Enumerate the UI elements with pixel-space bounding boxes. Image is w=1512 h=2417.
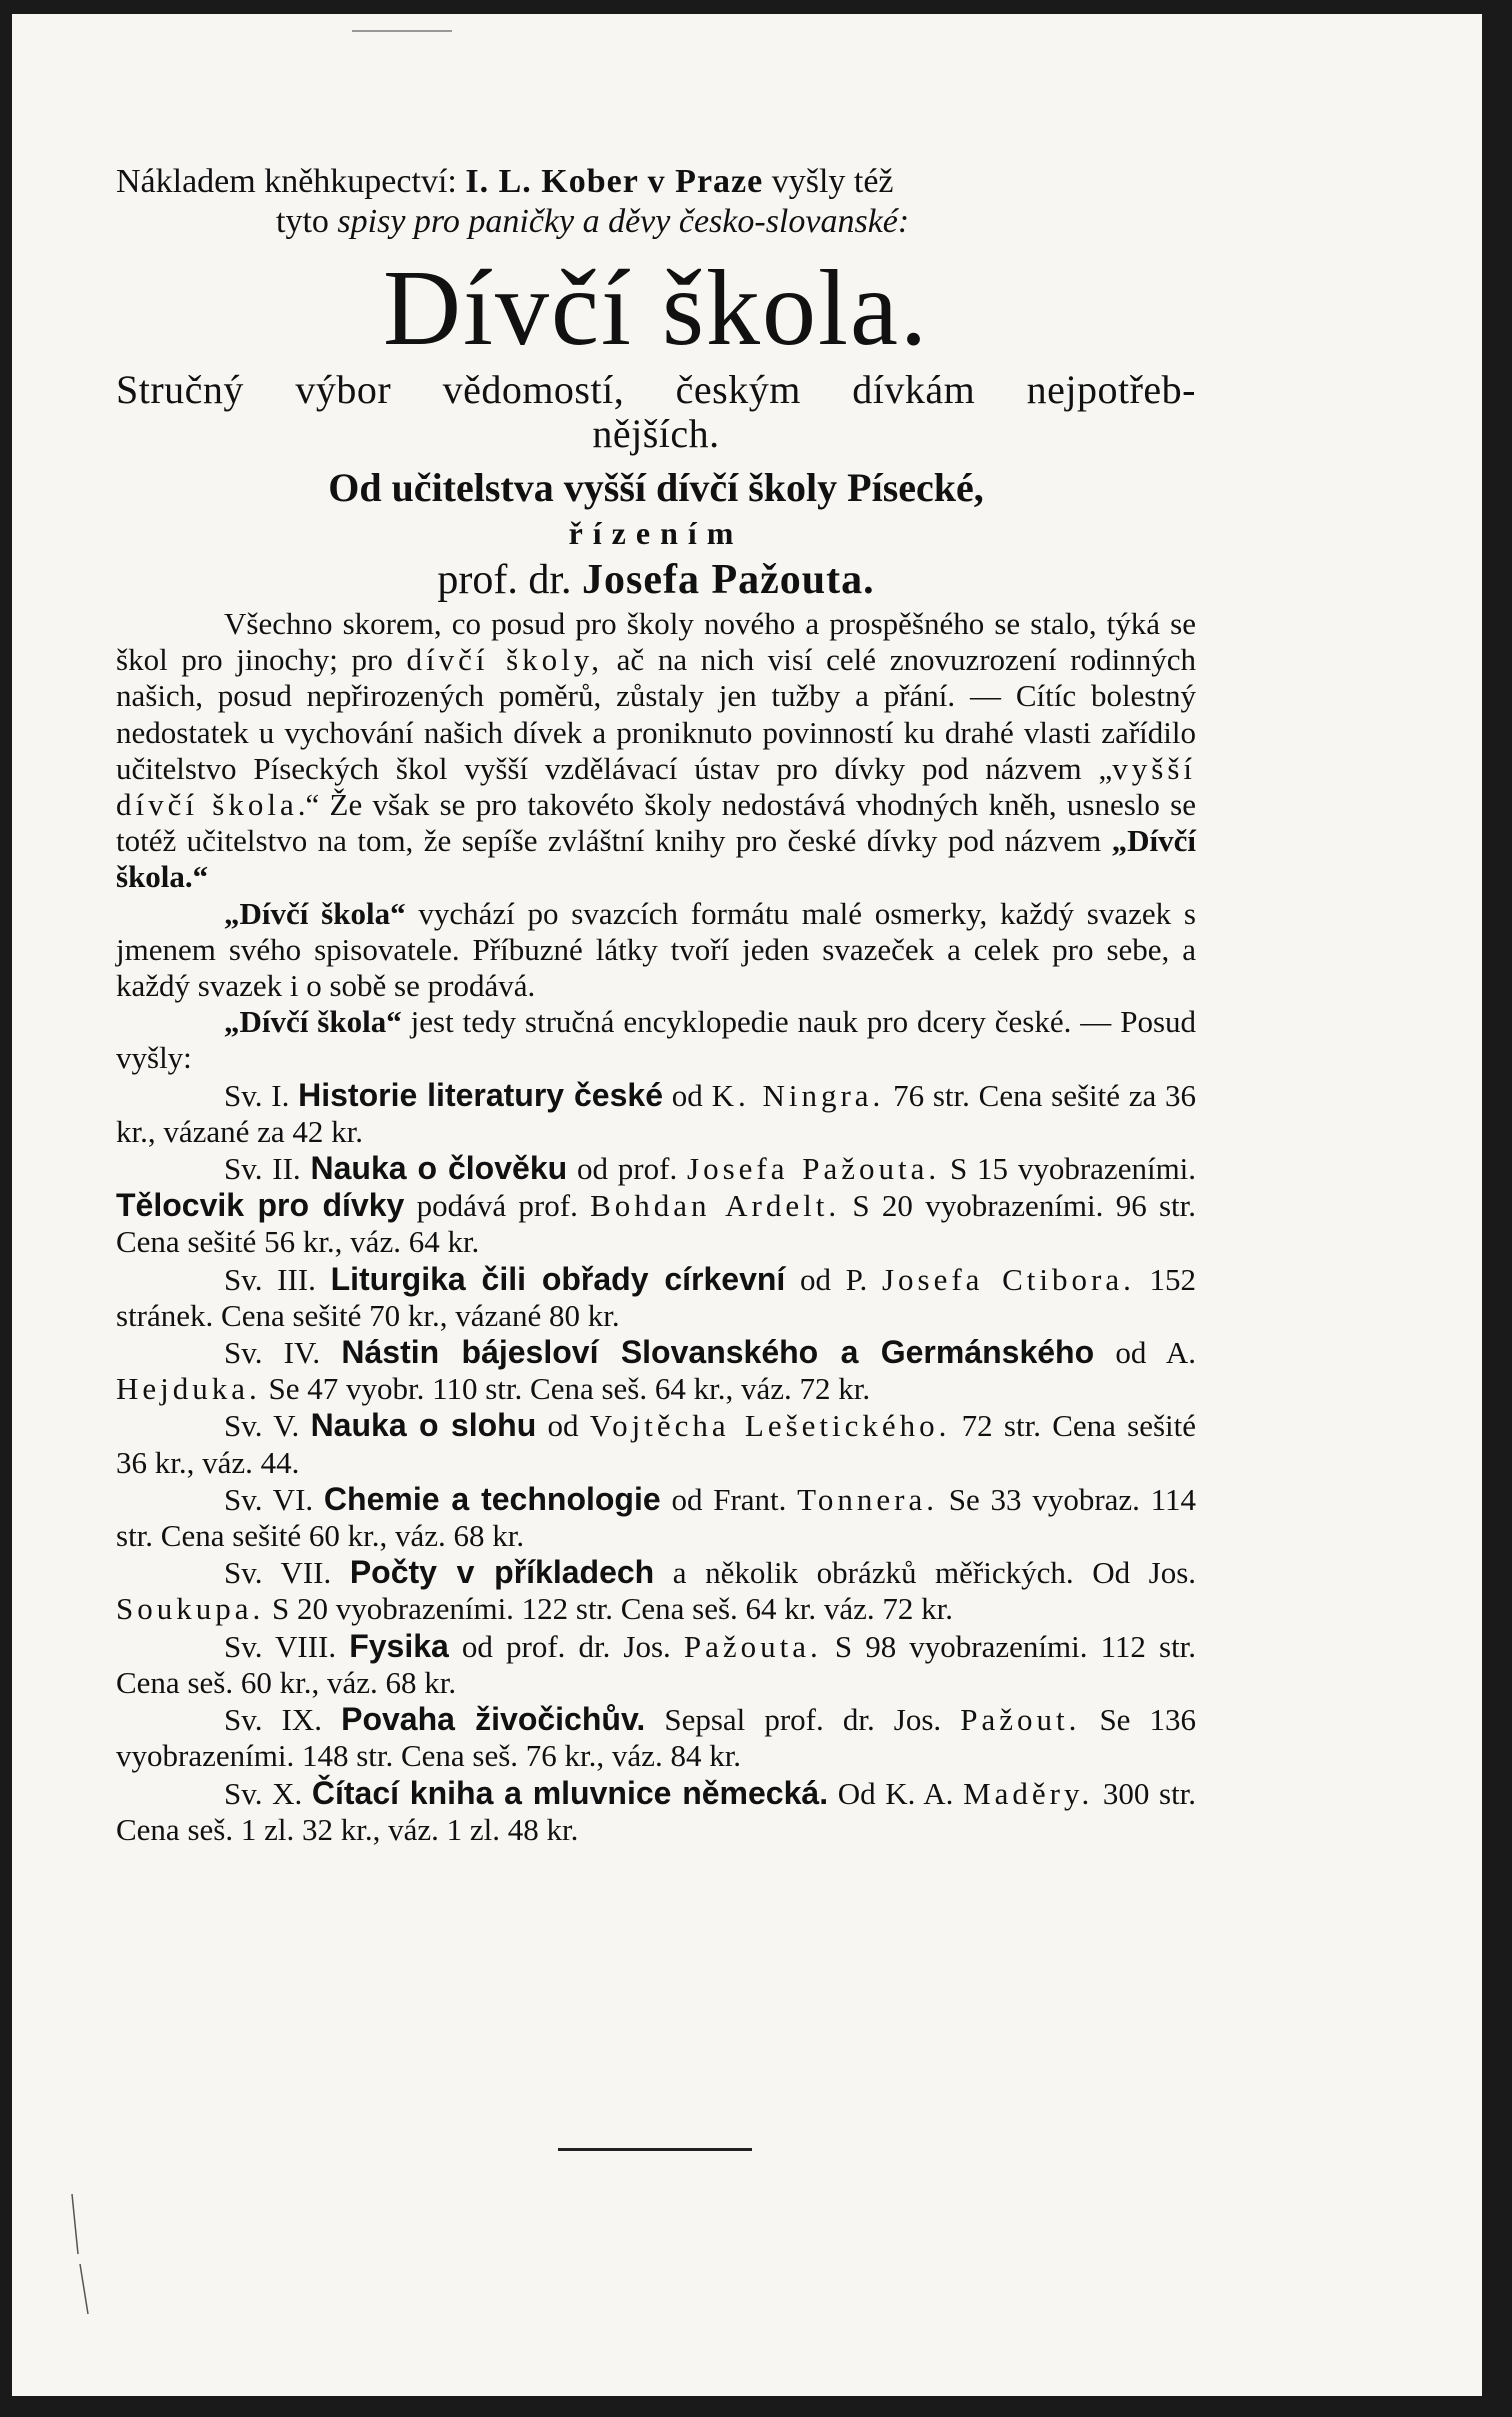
volume-details-2: S 20 vyobrazeními. 96 str. Cena sešité 56 kr., váz. 64 kr. <box>116 1188 1197 1260</box>
subtitle-line-2: nějších. <box>592 411 720 456</box>
volume-author: Vojtěcha Lešetického. <box>589 1408 951 1444</box>
volume-number: Sv. IX. <box>224 1702 323 1738</box>
closing-rule <box>558 2148 752 2151</box>
volume-author: Josefa Pažouta. <box>687 1151 941 1187</box>
p3-text: jest tedy stručná encyklopedie nauk pro dcery české. — Posud vyšly: <box>116 1004 1197 1076</box>
volume-details: 152 stránek. Cena sešité 70 kr., vázané 80 kr. <box>116 1261 1197 1333</box>
volume-title: Chemie a technologie <box>323 1480 661 1517</box>
volume-number: Sv. III. <box>224 1261 316 1297</box>
p1-text-a: Všechno skorem, co posud pro školy nového a prospěšného se stalo, týká se škol pro jinochy; pro <box>116 606 1196 678</box>
paragraph-1 <box>116 606 1196 896</box>
volume-title-2: Tělocvik pro dívky <box>116 1187 405 1224</box>
volume-entry <box>116 1150 1196 1261</box>
volume-number: Sv. VIII. <box>224 1628 337 1664</box>
series-subtitle <box>116 368 1196 456</box>
volume-details: 76 str. Cena sešité za 36 kr., vázané za 42 kr. <box>116 1077 1197 1149</box>
scan-edge-line <box>352 30 452 32</box>
volume-entry <box>116 1701 1196 1774</box>
rizenim-line: řízením <box>568 515 744 551</box>
p1-text-c: .“ Že však se pro takovéto školy nedostává vhodných kněh, usneslo se totéž učitelstvo na tom, že sepíše zvláštní knihy pro české dívky pod názvem <box>116 787 1196 859</box>
p1-bold-c: „Dívčí škola.“ <box>116 823 1196 895</box>
p1-text-b: ač na nich visí celé znovuzrození rodinných našich, posud nepřirozených poměrů, zůstaly jen tužby a přání. — Cítíc bolestný nedostatek u vychování našich dívek a proniknuto povinností ku drahé vlasti zařídilo učitelstvo Píseckých škol vyšší vzdělávací ústav pro dívky pod názvem „ <box>116 642 1197 786</box>
scanned-page <box>12 14 1482 2396</box>
volume-entry <box>116 1554 1196 1627</box>
editor-name: Josefa Pažouta. <box>582 557 875 603</box>
intro-line2-italic: spisy pro paničky a děvy česko-slovanské: <box>337 203 910 240</box>
volume-author: Pažouta. <box>683 1628 822 1664</box>
p1-spaced-b: vyšší dívčí škola <box>116 750 1196 823</box>
volume-author: Maděry. <box>963 1775 1094 1811</box>
intro-prefix: Nákladem kněhkupectví: <box>116 163 457 200</box>
volume-pre: od P. <box>800 1261 868 1297</box>
publisher-name: I. L. Kober v Praze <box>465 163 764 200</box>
volume-details: Se 136 vyobrazeními. 148 str. Cena seš. 76 kr., váz. 84 kr. <box>116 1702 1197 1774</box>
volume-pre: od prof. dr. Jos. <box>461 1628 671 1664</box>
volume-details: 72 str. Cena sešité 36 kr., váz. 44. <box>116 1408 1197 1480</box>
editor-line <box>116 554 1196 606</box>
paragraph-2 <box>116 896 1196 1005</box>
volume-title: Nauka o člověku <box>310 1150 568 1187</box>
subtitle-line-1: Stručný výbor vědomostí, českým dívkám nejpotřeb- <box>116 367 1196 412</box>
volume-pre: od <box>671 1077 703 1113</box>
authors-line: Od učitelstva vyšší dívčí školy Písecké, <box>328 465 984 510</box>
volume-title: Nauka o slohu <box>310 1407 537 1444</box>
publisher-intro <box>116 162 1196 242</box>
volume-title: Čítací kniha a mluvnice německá. <box>311 1774 829 1811</box>
series-title: Dívčí škola. <box>383 249 929 368</box>
volume-details: S 20 vyobrazeními. 122 str. Cena seš. 64 kr. váz. 72 kr. <box>272 1591 954 1627</box>
intro-line2-prefix: tyto <box>276 203 329 240</box>
scan-marks <box>70 2194 100 2314</box>
document-content <box>116 162 1196 1848</box>
volume-details: Se 47 vyobr. 110 str. Cena seš. 64 kr., váz. 72 kr. <box>268 1371 871 1407</box>
p3-bold: „Dívčí škola“ <box>224 1004 402 1040</box>
p2-bold: „Dívčí škola“ <box>224 895 406 931</box>
volume-author: Pažout. <box>960 1702 1081 1738</box>
paragraph-3 <box>116 1004 1196 1076</box>
intro-suffix: vyšly též <box>771 163 894 200</box>
volume-author: Soukupa. <box>116 1591 265 1627</box>
volume-pre: od Frant. <box>671 1481 787 1517</box>
volume-entry <box>116 1775 1196 1848</box>
volume-number: Sv. IV. <box>224 1335 321 1371</box>
volume-pre-2: podává prof. <box>416 1188 578 1224</box>
volume-number: Sv. II. <box>224 1151 301 1187</box>
volume-pre: od prof. <box>576 1151 678 1187</box>
volume-details: Se 33 vyobraz. 114 str. Cena sešité 60 kr., váz. 68 kr. <box>116 1481 1197 1554</box>
volume-author: K. Ningra. <box>711 1077 885 1113</box>
volume-author: Josefa Ctibora. <box>881 1261 1135 1297</box>
volume-entry <box>116 1261 1196 1334</box>
volume-number: Sv. X. <box>224 1775 303 1811</box>
volume-pre: Sepsal prof. dr. Jos. <box>664 1702 942 1738</box>
volume-number: Sv. I. <box>224 1077 290 1113</box>
volume-entry <box>116 1481 1196 1554</box>
volume-entry <box>116 1407 1196 1480</box>
intro-line-1 <box>116 162 1196 202</box>
volume-title: Fysika <box>349 1627 449 1664</box>
volume-author: Hejduka. <box>116 1371 261 1407</box>
volume-title: Liturgika čili obřady církevní <box>330 1260 786 1297</box>
volume-details: S 98 vyobrazeními. 112 str. Cena seš. 60 kr., váz. 68 kr. <box>116 1628 1197 1700</box>
volume-details: S 15 vyobrazeními. <box>950 1151 1197 1187</box>
volume-title: Historie literatury české <box>298 1076 663 1113</box>
volume-pre: Od K. A. <box>837 1775 954 1811</box>
volume-pre: od A. <box>1115 1335 1197 1371</box>
volume-title: Počty v příkladech <box>349 1554 655 1591</box>
volume-entry <box>116 1334 1196 1407</box>
volume-entry <box>116 1077 1196 1150</box>
intro-line-2 <box>116 202 1196 242</box>
volume-author: Tonnera. <box>797 1481 939 1517</box>
volume-details: 300 str. Cena seš. 1 zl. 32 kr., váz. 1 zl. 48 kr. <box>116 1775 1197 1847</box>
volume-title: Povaha živočichův. <box>341 1701 646 1738</box>
volume-number: Sv. V. <box>224 1408 300 1444</box>
volume-pre: od <box>547 1408 579 1444</box>
volume-entry <box>116 1628 1196 1701</box>
editor-prefix: prof. dr. <box>437 557 572 603</box>
volume-author-2: Bohdan Ardelt. <box>590 1188 841 1224</box>
volume-pre: a několik obrázků měřických. Od Jos. <box>672 1555 1197 1591</box>
volume-title: Nástin bájesloví Slovanského a Germánského <box>341 1334 1095 1371</box>
p2-text: vychází po svazcích formátu malé osmerky, každý svazek s jmenem svého spisovatele. Příbuzné látky tvoří jeden svazeček a celek pro sebe, a každý svazek i o sobě se prodává. <box>116 895 1196 1004</box>
volume-number: Sv. VI. <box>224 1481 314 1517</box>
p1-spaced-a: dívčí školy, <box>406 642 604 678</box>
volume-list <box>116 1077 1196 1848</box>
volume-number: Sv. VII. <box>224 1555 332 1591</box>
body-text <box>116 606 1196 1848</box>
